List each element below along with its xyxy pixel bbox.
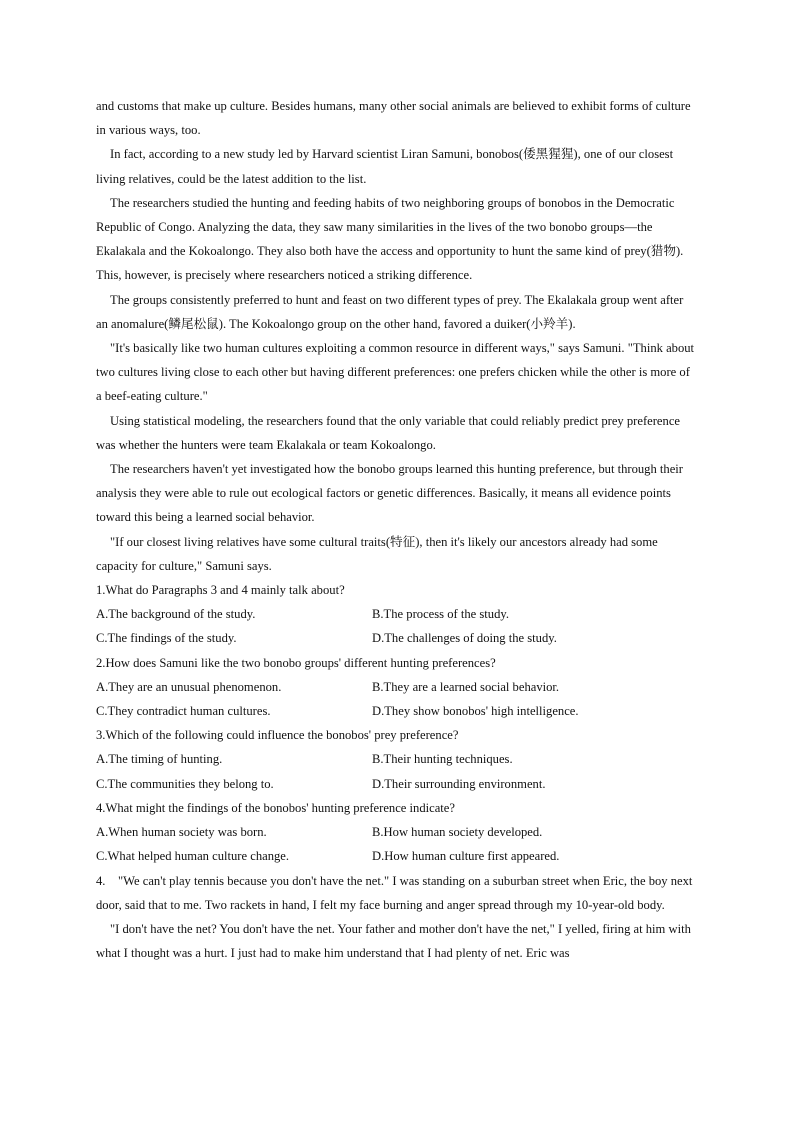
questions xyxy=(96,578,698,868)
option-d: D.How human culture first appeared. xyxy=(372,849,560,864)
option-b: B.How human society developed. xyxy=(372,825,543,840)
option-b: B.Their hunting techniques. xyxy=(372,752,513,767)
question xyxy=(96,723,698,796)
passage xyxy=(96,94,698,578)
question-stem: 2.How does Samuni like the two bonobo groups' different hunting preferences? xyxy=(96,655,496,670)
question-options xyxy=(96,675,698,723)
question xyxy=(96,796,698,869)
question xyxy=(96,651,698,724)
option-c: C.The findings of the study. xyxy=(96,631,237,646)
passage-paragraph: The researchers studied the hunting and feeding habits of two neighboring groups of bonobos in the Democratic Republic of Congo. Analyzing the data, they saw many similarities in the lives of the two bonobo groups—the Ekalakala and the Kokoalongo. They also both have the access and opportunity to hunt the same kind of prey(猎物). This, however, is precisely where researchers noticed a striking difference. xyxy=(96,195,684,283)
passage-2 xyxy=(96,869,698,966)
option-a: A.When human society was born. xyxy=(96,825,267,840)
option-b: B.They are a learned social behavior. xyxy=(372,679,560,694)
passage-paragraph: and customs that make up culture. Besides humans, many other social animals are believed to exhibit forms of culture in various ways, too. xyxy=(96,99,691,138)
question-options xyxy=(96,747,698,795)
option-a: A.The background of the study. xyxy=(96,607,256,622)
question-stem: 1.What do Paragraphs 3 and 4 mainly talk about? xyxy=(96,583,345,598)
option-a: A.The timing of hunting. xyxy=(96,752,223,767)
question-stem: 4.What might the findings of the bonobos' hunting preference indicate? xyxy=(96,800,455,815)
passage-2-second-paragraph: "I don't have the net? You don't have the net. Your father and mother don't have the net," I yelled, firing at him with what I thought was a hurt. I just had to make him understand that I had plenty of net. Eric was xyxy=(96,921,691,961)
option-c: C.The communities they belong to. xyxy=(96,776,274,791)
option-d: D.Their surrounding environment. xyxy=(372,776,546,791)
passage-paragraph: "It's basically like two human cultures exploiting a common resource in different ways," says Samuni. "Think about two cultures living close to each other but having different preferences: one prefers chicken while the other is more of a beef-eating culture." xyxy=(96,341,695,404)
passage-number: 4. xyxy=(96,873,106,888)
option-a: A.They are an unusual phenomenon. xyxy=(96,679,282,694)
option-c: C.What helped human culture change. xyxy=(96,849,290,864)
option-d: D.The challenges of doing the study. xyxy=(372,631,557,646)
passage-2-first-paragraph xyxy=(96,869,698,917)
option-d: D.They show bonobos' high intelligence. xyxy=(372,704,579,719)
option-b: B.The process of the study. xyxy=(372,607,509,622)
question xyxy=(96,578,698,651)
passage-paragraph: The researchers haven't yet investigated how the bonobo groups learned this hunting preference, but through their analysis they were able to rule out ecological factors or genetic differences. Basically, it means all evidence points toward this being a learned social behavior. xyxy=(96,462,684,525)
passage-paragraph: Using statistical modeling, the researchers found that the only variable that could reliably predict prey preference was whether the hunters were team Ekalakala or team Kokoalongo. xyxy=(96,413,681,452)
passage-2-first-text: "We can't play tennis because you don't have the net." I was standing on a suburban street when Eric, the boy next door, said that to me. Two rackets in hand, I felt my face burning and anger spread through my 10-year-old body. xyxy=(96,873,693,912)
passage-paragraph: The groups consistently preferred to hunt and feast on two different types of prey. The Ekalakala group went after an anomalure(鳞尾松鼠). The Kokoalongo group on the other hand, favored a duiker(小羚羊). xyxy=(96,292,684,331)
question-options xyxy=(96,820,698,868)
passage-paragraph: "If our closest living relatives have some cultural traits(特征), then it's likely our ancestors already had some capacity for culture," Samuni says. xyxy=(96,534,658,573)
question-stem: 3.Which of the following could influence the bonobos' prey preference? xyxy=(96,728,459,743)
option-c: C.They contradict human cultures. xyxy=(96,704,271,719)
question-options xyxy=(96,602,698,650)
passage-paragraph: In fact, according to a new study led by Harvard scientist Liran Samuni, bonobos(倭黑猩猩), one of our closest living relatives, could be the latest addition to the list. xyxy=(96,147,674,186)
